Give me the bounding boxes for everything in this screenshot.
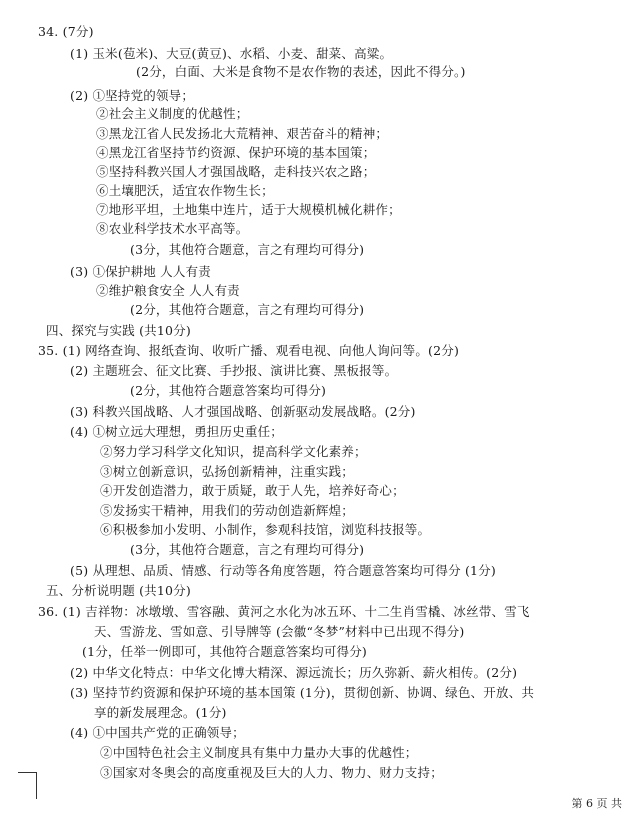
q34-2-item-1: (2) ①坚持党的领导； (70, 88, 195, 103)
q35-4-item-2: ②努力学习科学文化知识，提高科学文化素养； (100, 444, 367, 459)
q34-1-answer: (1) 玉米(苞米)、大豆(黄豆)、水稻、小麦、甜菜、高粱。 (70, 46, 393, 61)
q36-2: (2) 中华文化特点：中华文化博大精深、源远流长；历久弥新、薪火相传。(2分) (70, 665, 518, 680)
q34-1-note: (2分，白面、大米是食物不是农作物的表述，因此不得分。) (136, 64, 466, 79)
q34-3-note: (2分，其他符合题意，言之有理均可得分) (130, 302, 365, 317)
crop-mark (18, 772, 37, 799)
q36-1-line-2: 天、雪游龙、雪如意、引导牌等 (会徽“冬梦”材料中已出现不得分) (94, 624, 465, 639)
q35-2-note: (2分，其他符合题意答案均可得分) (130, 383, 327, 398)
q36-4-item-3: ③国家对冬奥会的高度重视及巨大的人力、物力、财力支持； (100, 765, 443, 780)
q34-2-item-5: ⑤坚持科教兴国人才强国战略，走科技兴农之路； (96, 164, 376, 179)
q34-2-item-2: ②社会主义制度的优越性； (96, 106, 249, 121)
q36-3-line-1: (3) 坚持节约资源和保护环境的基本国策 (1分)，贯彻创新、协调、绿色、开放、共 (70, 685, 535, 700)
section-5-heading: 五、分析说明题 (共10分) (46, 583, 191, 598)
q36-3-line-2: 享的新发展理念。(1分) (94, 705, 227, 720)
q35-3: (3) 科教兴国战略、人才强国战略、创新驱动发展战略。(2分) (70, 404, 416, 419)
q35-4-item-5: ⑤发扬实干精神，用我们的劳动创造新辉煌； (100, 503, 355, 518)
q36-4-item-1: (4) ①中国共产党的正确领导； (70, 725, 245, 740)
page-number: 第 6 页 共 (571, 797, 622, 810)
q35-5: (5) 从理想、品质、情感、行动等各角度答题，符合题意答案均可得分 (1分) (70, 563, 496, 578)
q34-2-item-8: ⑧农业科学技术水平高等。 (96, 221, 249, 236)
q36-1-note: (1分，任举一例即可，其他符合题意答案均可得分) (82, 644, 368, 659)
q35-4-item-1: (4) ①树立远大理想，勇担历史重任； (70, 424, 283, 439)
q36-1-line-1: 36. (1) 吉祥物：冰墩墩、雪容融、黄河之水化为冰五环、十二生肖雪橇、冰丝带、雪飞 (38, 604, 530, 619)
q34-2-note: (3分，其他符合题意，言之有理均可得分) (130, 242, 365, 257)
q35-4-item-4: ④开发创造潜力，敢于质疑，敢于人先，培养好奇心； (100, 483, 405, 498)
q34-2-item-6: ⑥土壤肥沃，适宜农作物生长； (96, 183, 274, 198)
q35-2: (2) 主题班会、征文比赛、手抄报、演讲比赛、黑板报等。 (70, 363, 398, 378)
q34-2-item-3: ③黑龙江省人民发扬北大荒精神、艰苦奋斗的精神； (96, 126, 389, 141)
section-4-heading: 四、探究与实践 (共10分) (46, 323, 191, 338)
q35-4-note: (3分，其他符合题意，言之有理均可得分) (130, 542, 365, 557)
q34-2-item-4: ④黑龙江省坚持节约资源、保护环境的基本国策； (96, 145, 376, 160)
q35-4-item-6: ⑥积极参加小发明、小制作，参观科技馆，浏览科技报等。 (100, 522, 431, 537)
q36-4-item-2: ②中国特色社会主义制度具有集中力量办大事的优越性； (100, 745, 418, 760)
q34-3-item-1: (3) ①保护耕地 人人有责 (70, 264, 211, 279)
q34-3-item-2: ②维护粮食安全 人人有责 (96, 283, 240, 298)
q34-title: 34. (7分) (38, 24, 94, 39)
q35-4-item-3: ③树立创新意识，弘扬创新精神，注重实践； (100, 464, 355, 479)
q34-2-item-7: ⑦地形平坦，土地集中连片，适于大规模机械化耕作； (96, 202, 401, 217)
q35-1: 35. (1) 网络查询、报纸查询、收听广播、观看电视、向他人询问等。(2分) (38, 343, 460, 358)
